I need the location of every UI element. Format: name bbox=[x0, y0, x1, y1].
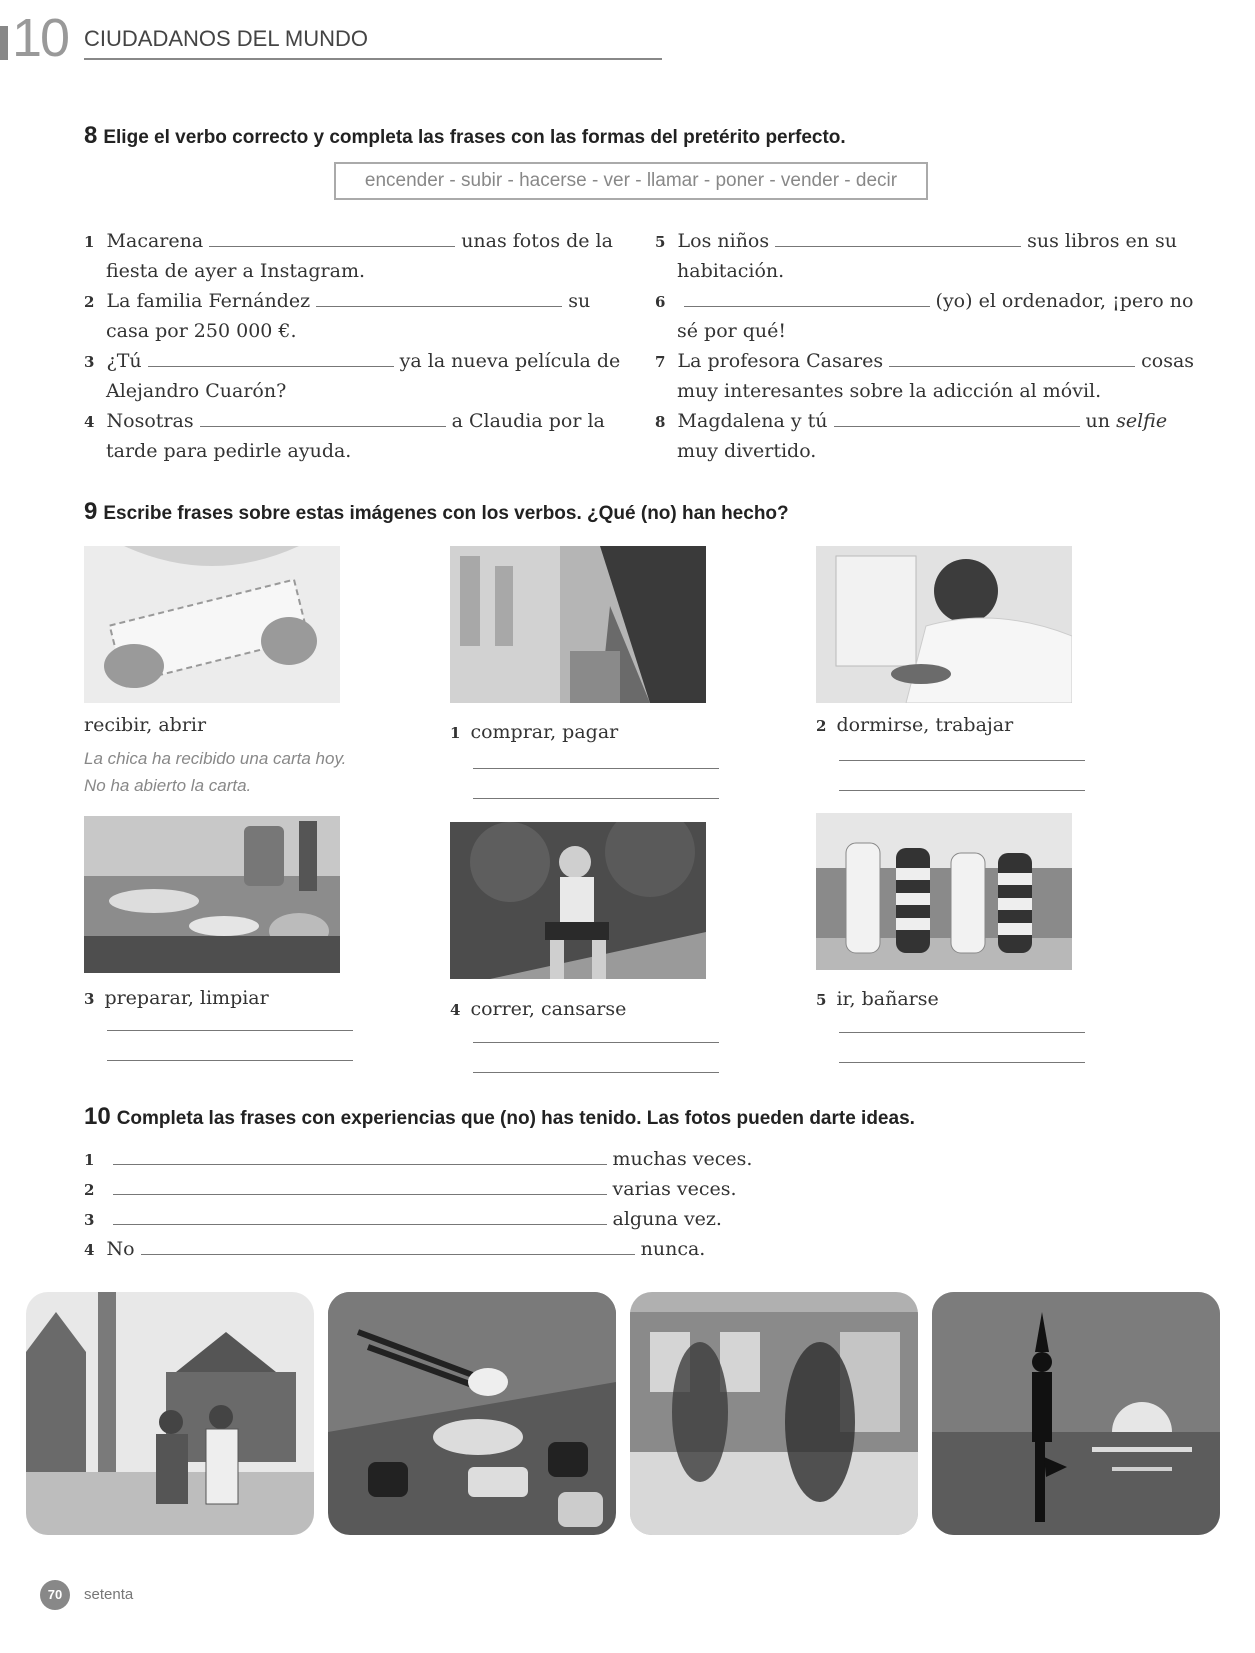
ex9-answer-5a[interactable] bbox=[839, 1032, 1085, 1033]
exercise-10-number: 10 bbox=[84, 1103, 111, 1130]
ex9-answer-1b[interactable] bbox=[473, 798, 719, 799]
ex8-item-5-cont: habitación. bbox=[677, 260, 785, 282]
exercise-9-number: 9 bbox=[84, 498, 98, 525]
ex8-item-7-cont: muy interesantes sobre la adicción al móvil. bbox=[677, 380, 1102, 402]
photo-shopping bbox=[450, 546, 706, 703]
ex9-item-3-verbs: 3 preparar, limpiar bbox=[84, 987, 269, 1009]
ex8-item-1: 1 Macarena unas fotos de la bbox=[84, 230, 613, 252]
ex8-blank-5[interactable] bbox=[775, 230, 1021, 247]
ex9-example-verbs: recibir, abrir bbox=[84, 714, 207, 736]
exercise-10-heading bbox=[84, 1103, 915, 1131]
exercise-8-heading bbox=[84, 122, 846, 150]
ex8-blank-3[interactable] bbox=[148, 350, 394, 367]
ex9-item-4-verbs: 4 correr, cansarse bbox=[450, 998, 627, 1020]
ex8-blank-4[interactable] bbox=[200, 410, 446, 427]
ex10-blank-3[interactable] bbox=[113, 1208, 607, 1225]
ex8-item-3: 3 ¿Tú ya la nueva película de bbox=[84, 350, 621, 372]
exercise-10-instruction: Completa las frases con experiencias que (no) has tenido. Las fotos pueden darte ideas. bbox=[116, 1108, 915, 1129]
ex10-blank-1[interactable] bbox=[113, 1148, 607, 1165]
ex8-item-8-cont: muy divertido. bbox=[677, 440, 817, 462]
photo-kitchen bbox=[84, 816, 340, 973]
photo-yoga bbox=[932, 1292, 1220, 1535]
page-number-badge: 70 bbox=[40, 1580, 70, 1610]
ex9-answer-1a[interactable] bbox=[473, 768, 719, 769]
ex8-item-6-cont: sé por qué! bbox=[677, 320, 787, 342]
ex10-item-3: 3 alguna vez. bbox=[84, 1208, 722, 1230]
ex8-item-2-cont: casa por 250 000 €. bbox=[106, 320, 297, 342]
ex8-item-4: 4 Nosotras a Claudia por la bbox=[84, 410, 605, 432]
ex9-answer-2a[interactable] bbox=[839, 760, 1085, 761]
ex9-answer-5b[interactable] bbox=[839, 1062, 1085, 1063]
ex10-blank-2[interactable] bbox=[113, 1178, 607, 1195]
ex8-item-1-cont: fiesta de ayer a Instagram. bbox=[106, 260, 365, 282]
ex9-answer-3b[interactable] bbox=[107, 1060, 353, 1061]
page-number-word: setenta bbox=[84, 1586, 134, 1603]
ex9-answer-2b[interactable] bbox=[839, 790, 1085, 791]
exercise-8-instruction: Elige el verbo correcto y completa las frases con las formas del pretérito perfecto. bbox=[103, 127, 846, 148]
photo-travel-temple bbox=[26, 1292, 314, 1535]
photo-sleeping bbox=[816, 546, 1072, 703]
ex10-item-1: 1 muchas veces. bbox=[84, 1148, 753, 1170]
exercise-9-heading bbox=[84, 498, 789, 526]
photo-subway bbox=[630, 1292, 918, 1535]
ex9-item-2-verbs: 2 dormirse, trabajar bbox=[816, 714, 1014, 736]
ex9-example-line-1: La chica ha recibido una carta hoy. bbox=[84, 749, 347, 768]
unit-title: CIUDADANOS DEL MUNDO bbox=[84, 26, 368, 51]
photo-sushi bbox=[328, 1292, 616, 1535]
ex8-item-5: 5 Los niños sus libros en su bbox=[655, 230, 1178, 252]
ex10-item-4: 4 No nunca. bbox=[84, 1238, 706, 1260]
ex9-example-line-2: No ha abierto la carta. bbox=[84, 776, 252, 795]
ex9-item-5-verbs: 5 ir, bañarse bbox=[816, 988, 939, 1010]
ex10-item-2: 2 varias veces. bbox=[84, 1178, 737, 1200]
unit-number: 10 bbox=[12, 8, 69, 68]
photo-beach bbox=[816, 813, 1072, 970]
ex8-item-7: 7 La profesora Casares cosas bbox=[655, 350, 1195, 372]
unit-marker-bar bbox=[0, 26, 8, 60]
ex10-blank-4[interactable] bbox=[141, 1238, 635, 1255]
photo-letter bbox=[84, 546, 340, 703]
ex8-blank-7[interactable] bbox=[889, 350, 1135, 367]
ex8-item-2: 2 La familia Fernández su bbox=[84, 290, 591, 312]
ex8-item-8: 8 Magdalena y tú un selfie bbox=[655, 410, 1168, 432]
ex8-item-6: 6 (yo) el ordenador, ¡pero no bbox=[655, 290, 1194, 312]
ex8-item-3-cont: Alejandro Cuarón? bbox=[106, 380, 287, 402]
ex8-blank-1[interactable] bbox=[209, 230, 455, 247]
exercise-9-instruction: Escribe frases sobre estas imágenes con los verbos. ¿Qué (no) han hecho? bbox=[103, 503, 789, 524]
ex8-blank-6[interactable] bbox=[684, 290, 930, 307]
ex8-item-4-cont: tarde para pedirle ayuda. bbox=[106, 440, 352, 462]
ex9-answer-4a[interactable] bbox=[473, 1042, 719, 1043]
ex9-item-1-verbs: 1 comprar, pagar bbox=[450, 721, 619, 743]
ex8-blank-8[interactable] bbox=[834, 410, 1080, 427]
ex9-answer-3a[interactable] bbox=[107, 1030, 353, 1031]
photo-runner bbox=[450, 822, 706, 979]
header-rule bbox=[84, 58, 662, 60]
ex8-blank-2[interactable] bbox=[316, 290, 562, 307]
exercise-8-number: 8 bbox=[84, 122, 98, 149]
verb-box: encender - subir - hacerse - ver - llamar - poner - vender - decir bbox=[334, 162, 928, 200]
ex9-answer-4b[interactable] bbox=[473, 1072, 719, 1073]
